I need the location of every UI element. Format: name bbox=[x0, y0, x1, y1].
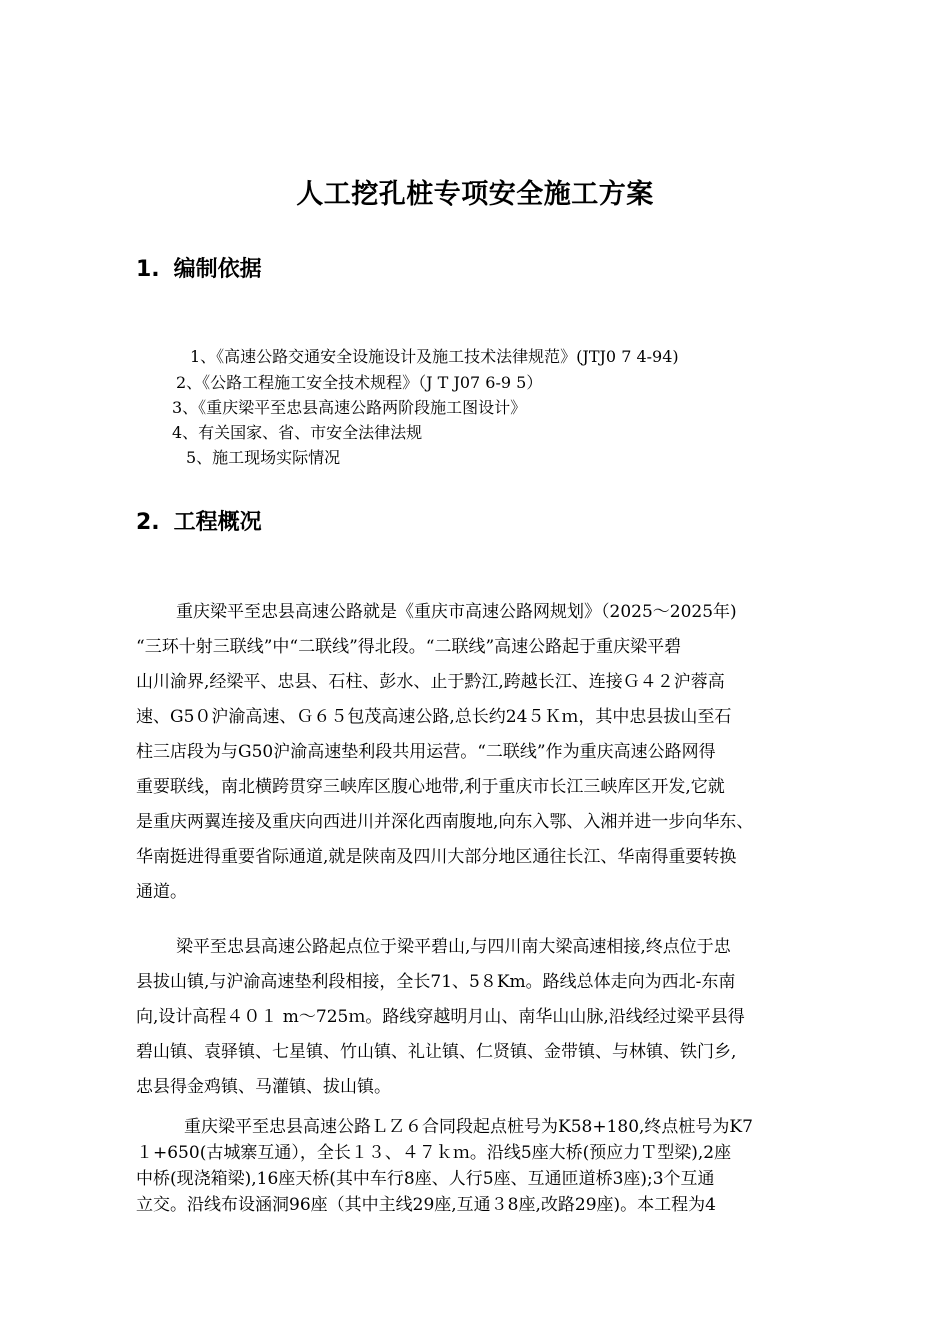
reference-item: 4、有关国家、省、市安全法律法规 bbox=[172, 423, 423, 442]
section-title: 编制依据 bbox=[173, 257, 262, 282]
reference-item: 2、《公路工程施工安全技术规程》（J T J07 6-9 5） bbox=[176, 373, 543, 392]
section-heading-overview bbox=[136, 505, 262, 536]
text-line: 忠县得金鸡镇、马灌镇、拔山镇。 bbox=[136, 1077, 391, 1097]
text-line: 柱三店段为与G50沪渝高速垫利段共用运营。“二联线”作为重庆高速公路网得 bbox=[136, 742, 716, 762]
text-line: 重庆梁平至忠县高速公路就是《重庆市高速公路网规划》（2025～2025年) bbox=[176, 602, 737, 622]
text-line: 重要联线，南北横跨贯穿三峡库区腹心地带,利于重庆市长江三峡库区开发,它就 bbox=[136, 777, 725, 797]
text-line: 梁平至忠县高速公路起点位于梁平碧山,与四川南大梁高速相接,终点位于忠 bbox=[176, 937, 731, 957]
page-title: 人工挖孔桩专项安全施工方案 bbox=[296, 179, 654, 210]
text-line: 华南挺进得重要省际通道,就是陕南及四川大部分地区通往长江、华南得重要转换 bbox=[136, 847, 737, 867]
reference-item: 1、《高速公路交通安全设施设计及施工技术法律规范》(JTJ0 7 4-94) bbox=[190, 347, 679, 366]
text-line: 通道。 bbox=[136, 882, 187, 902]
section-heading-basis bbox=[136, 252, 262, 283]
text-line: 中桥(现浇箱梁),16座天桥(其中车行8座、人行5座、互通匝道桥3座);3个互通 bbox=[136, 1169, 715, 1189]
text-line: “三环十射三联线”中“二联线”得北段。“二联线”高速公路起于重庆梁平碧 bbox=[136, 637, 682, 657]
text-line: 山川渝界,经梁平、忠县、石柱、彭水、止于黔江,跨越长江、连接Ｇ４２沪蓉高 bbox=[136, 672, 725, 692]
text-line: 碧山镇、袁驿镇、七星镇、竹山镇、礼让镇、仁贤镇、金带镇、与林镇、铁门乡, bbox=[136, 1042, 737, 1062]
text-line: 是重庆两翼连接及重庆向西进川并深化西南腹地,向东入鄂、入湘并进一步向华东、 bbox=[136, 812, 754, 832]
text-line: 县拔山镇,与沪渝高速垫利段相接，全长71、5８Km。路线总体走向为西北-东南 bbox=[136, 972, 736, 992]
text-line: 重庆梁平至忠县高速公路ＬＺ６合同段起点桩号为K58+180,终点桩号为K7 bbox=[184, 1117, 753, 1137]
text-line: １+650(古城寨互通），全长１３、４７ｋｍ。沿线5座大桥(预应力Ｔ型梁),2座 bbox=[136, 1143, 732, 1163]
reference-item: 5、施工现场实际情况 bbox=[186, 448, 341, 467]
text-line: 向,设计高程４０１ m～725ｍ。路线穿越明月山、南华山山脉,沿线经过梁平县得 bbox=[136, 1007, 745, 1027]
section-title: 工程概况 bbox=[173, 510, 262, 535]
section-number: 1. bbox=[136, 257, 160, 282]
text-line: 立交。沿线布设涵洞96座（其中主线29座,互通３8座,改路29座)。本工程为4 bbox=[136, 1195, 716, 1215]
reference-item: 3、《重庆梁平至忠县高速公路两阶段施工图设计》 bbox=[172, 398, 527, 417]
section-number: 2. bbox=[136, 510, 160, 535]
text-line: 速、G5０沪渝高速、Ｇ６５包茂高速公路,总长约24５Ｋｍ，其中忠县拔山至石 bbox=[136, 707, 732, 727]
